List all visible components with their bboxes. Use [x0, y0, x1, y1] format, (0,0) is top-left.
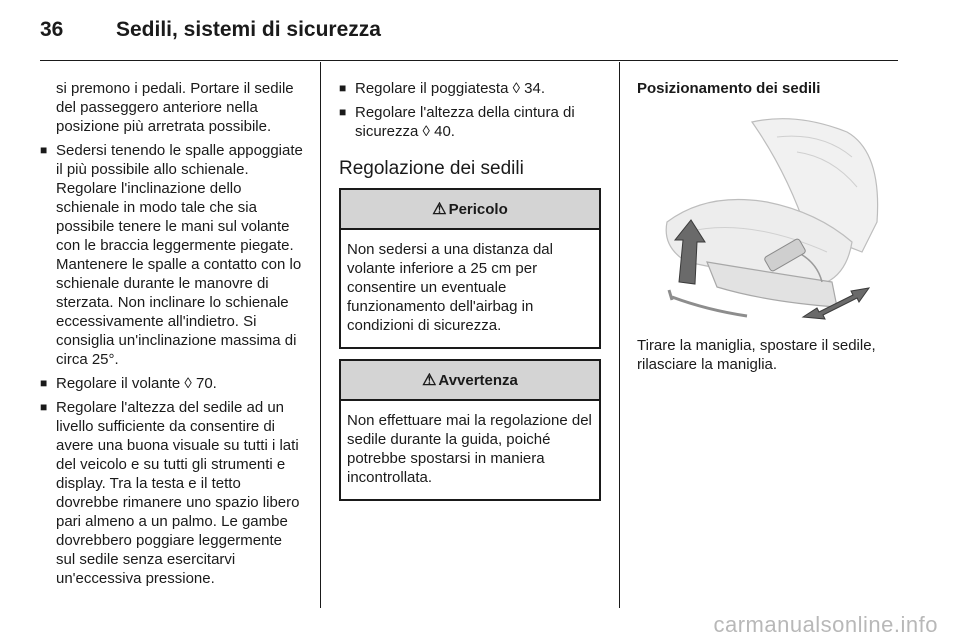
section-heading: Posizionamento dei sedili: [637, 80, 821, 97]
list-item-text: Regolare l'altezza del sedile ad un livello sufficiente da consentire di avere una buona visuale su tutti i lati del veicolo e su tutti gli strumenti e display. Tra la testa e il tetto dovrebbe rimanere uno spazio libero pari almeno a un palmo. Le gambe dovrebbero poggiare leggermente sul sedile senza esercitarvi un'eccessiva pressione.: [56, 399, 300, 587]
list-item-text: Regolare il volante ◊ 70.: [56, 375, 217, 392]
header-rule: [40, 60, 898, 61]
watermark: carmanualsonline.info: [713, 612, 938, 637]
bullet-icon: ■: [339, 81, 347, 95]
list-item: [339, 79, 601, 98]
list-item: [339, 103, 601, 141]
seat-adjustment-illustration: [647, 112, 887, 322]
danger-box: [339, 188, 601, 349]
bullet-icon: ■: [40, 143, 48, 157]
bullet-icon: ■: [339, 105, 347, 119]
list-item: [40, 374, 304, 393]
list-item-text: Regolare l'altezza della cintura di sicurezza ◊ 40.: [355, 104, 575, 140]
danger-text: Non sedersi a una distanza dal volante inferiore a 25 cm per consentire un eventuale funzionamento dell'airbag in condizioni di sicurezza.: [347, 241, 553, 334]
warning-text: Non effettuare mai la regolazione del sedile durante la guida, poiché potrebbe spostarsi in maniera incontrollata.: [347, 412, 592, 486]
bullet-icon: ■: [40, 400, 48, 414]
figure-caption: Tirare la maniglia, spostare il sedile, rilasciare la maniglia.: [637, 337, 876, 373]
danger-box-header: [341, 190, 599, 230]
column-1: [40, 79, 304, 593]
danger-title: Pericolo: [448, 200, 508, 218]
page-title: Sedili, sistemi di sicurezza: [116, 18, 381, 41]
list-item-text: Regolare il poggiatesta ◊ 34.: [355, 80, 546, 97]
page-number: 36: [40, 18, 64, 41]
column-divider-1: [320, 62, 321, 608]
warning-triangle-icon: ⚠: [432, 200, 447, 218]
list-item: [40, 398, 304, 588]
list-item-text: Sedersi tenendo le spalle appoggiate il più possibile allo schienale. Regolare l'inclinazione dello schienale in modo tale che sia possibile tenere le mani sul volante con le braccia leggermente piegate. Mantenere le spalle a contatto con lo schienale durante le manovre di sterzata. Non inclinare lo schienale eccessivamente all'indietro. Si consiglia un'inclinazione massima di circa 25°.: [56, 142, 303, 368]
list-item: [40, 141, 304, 369]
page-header: [40, 18, 381, 42]
warning-triangle-icon: ⚠: [422, 371, 437, 389]
warning-box-header: [341, 361, 599, 401]
warning-title: Avvertenza: [438, 371, 518, 389]
column-2: [339, 79, 601, 511]
section-heading: Regolazione dei sedili: [339, 158, 524, 179]
warning-box: [339, 359, 601, 501]
column-divider-2: [619, 62, 620, 608]
paragraph-continued: si premono i pedali. Portare il sedile del passeggero anteriore nella posizione più arretrata possibile.: [56, 80, 294, 135]
bullet-icon: ■: [40, 376, 48, 390]
column-3: [637, 79, 899, 379]
